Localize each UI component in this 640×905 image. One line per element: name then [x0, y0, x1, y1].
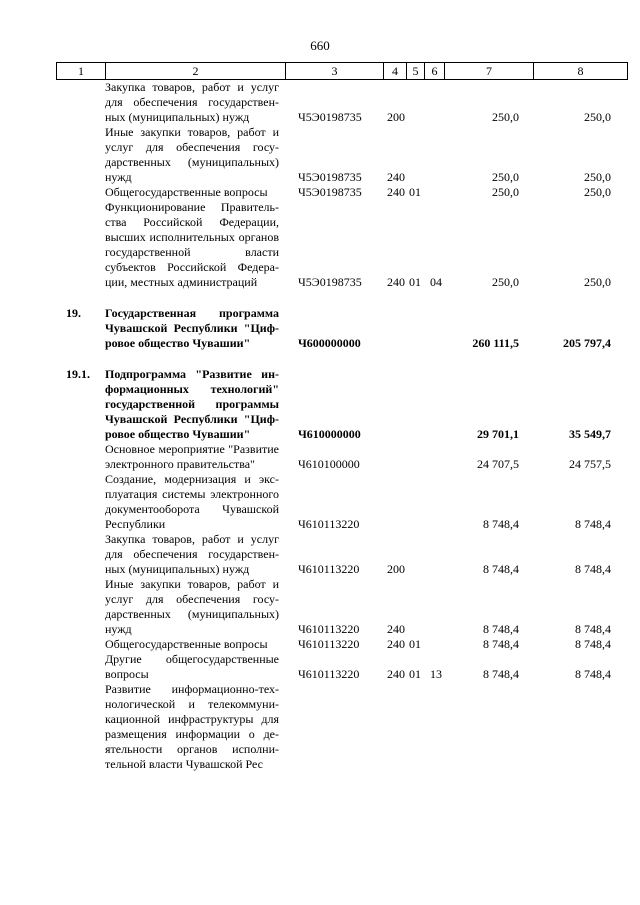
expense-type: 240: [387, 185, 405, 199]
table-row: [0, 472, 640, 532]
amount-col-8: 205 797,4: [563, 336, 611, 350]
amount-col-7: 250,0: [492, 170, 519, 184]
amount-col-8: 24 757,5: [569, 457, 611, 471]
table-row: [0, 367, 640, 442]
target-article: Ч610000000: [298, 427, 361, 441]
header-col-4: 4: [383, 63, 406, 80]
amount-col-7: 29 701,1: [477, 427, 519, 441]
amount-col-8: 8 748,4: [575, 562, 611, 576]
target-article: Ч600000000: [298, 336, 361, 350]
table-body: [0, 80, 640, 772]
row-name: Государственная программа Чувашской Республики "Цифровое общество Чувашии": [105, 306, 279, 350]
header-col-1: 1: [56, 63, 105, 80]
row-name: Общегосударственные вопросы: [105, 637, 268, 651]
target-article: Ч610113220: [298, 667, 360, 681]
table-header: [56, 62, 628, 80]
row-number: 19.: [66, 306, 81, 320]
row-number: 19.1.: [66, 367, 90, 381]
row-name: Иные закупки товаров, работ и услуг для обеспечения государственных (муниципальных) нужд: [105, 577, 279, 636]
amount-col-8: 250,0: [584, 170, 611, 184]
row-name: Подпрограмма "Развитие информационных технологий" государственной программы Чувашской Республики "Цифровое общество Чувашии": [105, 367, 279, 441]
section: 01: [409, 667, 421, 681]
header-col-6: 6: [424, 63, 444, 80]
amount-col-7: 8 748,4: [483, 622, 519, 636]
page-number: 660: [310, 38, 330, 53]
table-row: [0, 682, 640, 772]
table-row: [0, 532, 640, 577]
target-article: Ч610113220: [298, 517, 360, 531]
expense-type: 240: [387, 667, 405, 681]
subsection: 04: [430, 275, 442, 289]
row-name: Закупка товаров, работ и услуг для обеспечения государственных (муниципальных) нужд: [105, 532, 279, 576]
row-name: Создание, модернизация и эксплуатация системы электронного документооборота Чувашской Республики: [105, 472, 279, 531]
amount-col-8: 8 748,4: [575, 637, 611, 651]
amount-col-8: 250,0: [584, 275, 611, 289]
amount-col-7: 8 748,4: [483, 517, 519, 531]
amount-col-7: 250,0: [492, 185, 519, 199]
header-col-5: 5: [406, 63, 424, 80]
target-article: Ч610100000: [298, 457, 360, 471]
section: 01: [409, 275, 421, 289]
section: 01: [409, 185, 421, 199]
row-name: Развитие информационно-технологической и телекоммуникационной инфраструктуры для размещения информации о деятельности органов исполнительной власти Чувашской Рес: [105, 682, 279, 771]
amount-col-7: 24 707,5: [477, 457, 519, 471]
target-article: Ч5Э0198735: [298, 170, 362, 184]
header-col-8: 8: [533, 63, 628, 80]
expense-type: 240: [387, 637, 405, 651]
row-name: Иные закупки товаров, работ и услуг для обеспечения государственных (муниципальных) нужд: [105, 125, 279, 184]
table-row: [0, 80, 640, 125]
table-row: [0, 200, 640, 290]
amount-col-7: 260 111,5: [472, 336, 519, 350]
header-col-7: 7: [444, 63, 533, 80]
amount-col-7: 8 748,4: [483, 667, 519, 681]
expense-type: 240: [387, 170, 405, 184]
table-row: [0, 442, 640, 472]
target-article: Ч5Э0198735: [298, 110, 362, 124]
table-row: [0, 185, 640, 200]
header-col-3: 3: [285, 63, 383, 80]
amount-col-8: 250,0: [584, 185, 611, 199]
amount-col-8: 250,0: [584, 110, 611, 124]
header-col-2: 2: [105, 63, 285, 80]
amount-col-8: 35 549,7: [569, 427, 611, 441]
expense-type: 240: [387, 622, 405, 636]
expense-type: 240: [387, 275, 405, 289]
target-article: Ч5Э0198735: [298, 275, 362, 289]
row-name: Основное мероприятие "Развитие электронного правительства": [105, 442, 279, 471]
amount-col-8: 8 748,4: [575, 517, 611, 531]
row-name: Функционирование Правительства Российской Федерации, высших исполнительных органов государственной власти субъектов Российской Федерации, местных администраций: [105, 200, 279, 289]
table-row: [0, 652, 640, 682]
amount-col-7: 250,0: [492, 275, 519, 289]
amount-col-7: 250,0: [492, 110, 519, 124]
subsection: 13: [430, 667, 442, 681]
target-article: Ч610113220: [298, 637, 360, 651]
amount-col-8: 8 748,4: [575, 622, 611, 636]
amount-col-7: 8 748,4: [483, 562, 519, 576]
row-name: Другие общегосударственные вопросы: [105, 652, 279, 681]
table-row: [0, 306, 640, 351]
section: 01: [409, 637, 421, 651]
table-row: [0, 125, 640, 185]
target-article: Ч5Э0198735: [298, 185, 362, 199]
expense-type: 200: [387, 110, 405, 124]
target-article: Ч610113220: [298, 562, 360, 576]
amount-col-8: 8 748,4: [575, 667, 611, 681]
target-article: Ч610113220: [298, 622, 360, 636]
table-row: [0, 577, 640, 637]
row-name: Общегосударственные вопросы: [105, 185, 268, 199]
amount-col-7: 8 748,4: [483, 637, 519, 651]
expense-type: 200: [387, 562, 405, 576]
table-row: [0, 637, 640, 652]
row-name: Закупка товаров, работ и услуг для обеспечения государственных (муниципальных) нужд: [105, 80, 279, 124]
